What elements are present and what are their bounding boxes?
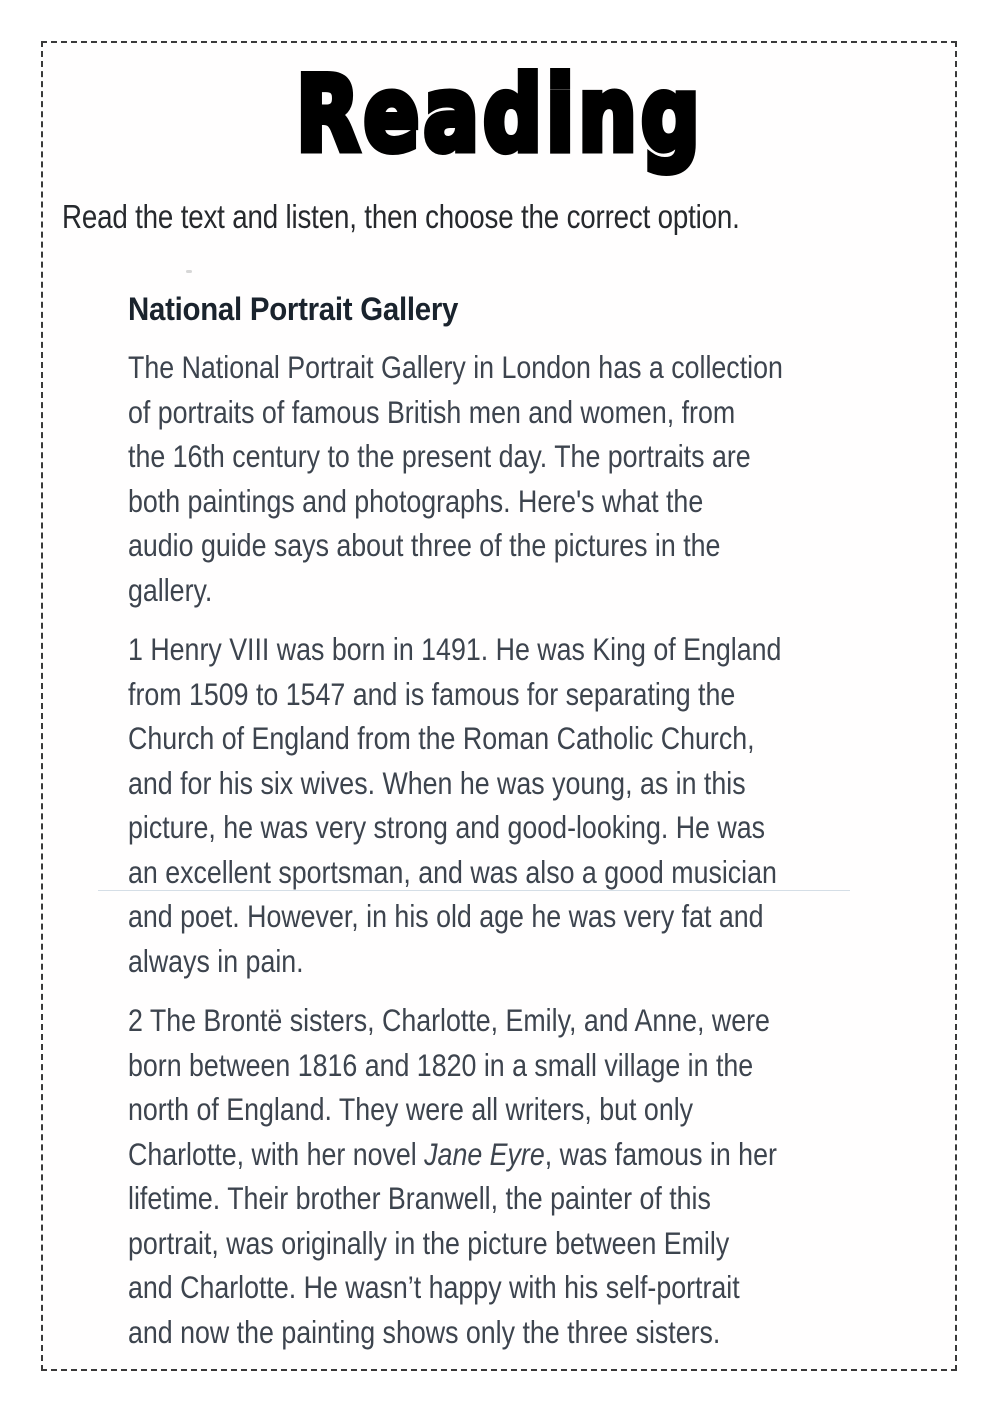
article-heading: National Portrait Gallery: [128, 291, 459, 327]
text-line: The National Portrait Gallery in London has a collection: [128, 349, 783, 385]
text-line: born between 1816 and 1820 in a small village in the: [128, 1046, 754, 1083]
faint-divider-line: [98, 890, 850, 891]
text-line: from 1509 to 1547 and is famous for separating the: [128, 675, 736, 712]
text-line: and now the painting shows only the three sisters.: [128, 1313, 721, 1350]
worksheet-title: Reading: [296, 55, 704, 175]
text-line: north of England. They were all writers, but only: [128, 1091, 694, 1127]
text-line: always in pain.: [128, 942, 304, 979]
text-line: lifetime. Their brother Branwell, the painter of this: [128, 1180, 711, 1216]
text-line: audio guide says about three of the pictures in the: [128, 527, 721, 563]
paragraph-bronte-sisters: [128, 998, 891, 1354]
instruction-text: Read the text and listen, then choose the correct option.: [62, 198, 740, 235]
text-line: and poet. However, in his old age he was very fat and: [128, 898, 764, 934]
text-line: and for his six wives. When he was young, as in this: [128, 764, 746, 801]
text-line: both paintings and photographs. Here's what the: [128, 482, 704, 519]
text-line: gallery.: [128, 571, 213, 608]
text-line: an excellent sportsman, and was also a good musician: [128, 853, 777, 890]
text-line: Church of England from the Roman Catholic Church,: [128, 720, 755, 756]
text-line: Charlotte, with her novel Jane Eyre, was famous in her: [128, 1135, 777, 1172]
text-line: of portraits of famous British men and women, from: [128, 393, 736, 430]
text-line: portrait, was originally in the picture between Emily: [128, 1224, 730, 1261]
scan-artifact-dot: [186, 270, 192, 273]
text-line: picture, he was very strong and good-looking. He was: [128, 809, 765, 845]
paragraph-intro: [128, 345, 898, 612]
text-line: 2 The Brontë sisters, Charlotte, Emily, and Anne, were: [128, 1002, 770, 1038]
text-line: 1 Henry VIII was born in 1491. He was King of England: [128, 631, 782, 667]
text-line: and Charlotte. He wasn’t happy with his self-portrait: [128, 1269, 740, 1305]
text-line: the 16th century to the present day. The portraits are: [128, 438, 751, 474]
paragraph-henry-viii: [128, 627, 897, 983]
